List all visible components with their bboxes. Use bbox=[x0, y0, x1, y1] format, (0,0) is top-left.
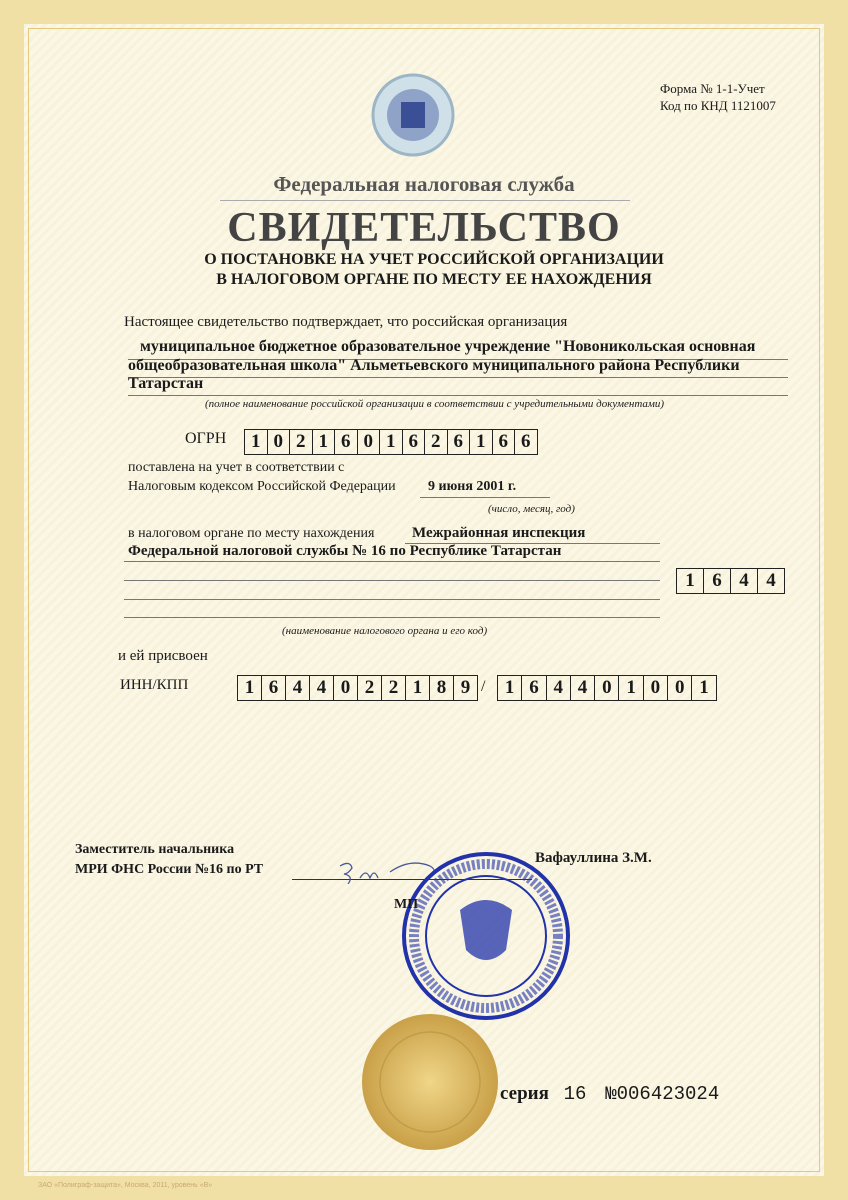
separator: / bbox=[481, 678, 486, 695]
digit-box: 2 bbox=[290, 430, 313, 454]
signer-title-line: Заместитель начальника bbox=[75, 842, 235, 857]
digit-box: 0 bbox=[668, 676, 692, 700]
tax-office-label: в налоговом органе по месту нахождения bbox=[128, 526, 375, 541]
digit-box: 1 bbox=[245, 430, 268, 454]
digit-box: 1 bbox=[470, 430, 493, 454]
knd-code: Код по КНД 1121007 bbox=[660, 98, 776, 113]
digit-box: 0 bbox=[268, 430, 291, 454]
digit-box: 2 bbox=[358, 676, 382, 700]
official-stamp-icon bbox=[400, 850, 572, 1022]
digit-box: 1 bbox=[498, 676, 522, 700]
inn-kpp-label: ИНН/КПП bbox=[120, 677, 189, 693]
registered-text: поставлена на учет в соответствии с bbox=[128, 460, 345, 475]
serial-number bbox=[500, 1083, 719, 1105]
tax-office-code-boxes bbox=[676, 568, 785, 594]
digit-box: 2 bbox=[382, 676, 406, 700]
document-title: СВИДЕТЕЛЬСТВО bbox=[227, 205, 621, 251]
underline bbox=[124, 561, 660, 562]
signer-title bbox=[75, 840, 263, 880]
form-number: Форма № 1-1-Учет bbox=[660, 81, 765, 96]
digit-box: 1 bbox=[677, 569, 704, 593]
underline bbox=[128, 377, 788, 378]
subtitle-line: О ПОСТАНОВКЕ НА УЧЕТ РОССИЙСКОЙ ОРГАНИЗАЦИИ bbox=[204, 251, 664, 268]
digit-box: 8 bbox=[430, 676, 454, 700]
digit-box: 4 bbox=[731, 569, 758, 593]
digit-box: 1 bbox=[406, 676, 430, 700]
assigned-text: и ей присвоен bbox=[118, 648, 208, 664]
digit-box: 0 bbox=[358, 430, 381, 454]
tax-office-note: (наименование налогового органа и его код) bbox=[282, 625, 488, 637]
divider bbox=[220, 200, 630, 201]
digit-box: 0 bbox=[644, 676, 668, 700]
stamp-place-label: МП bbox=[394, 897, 419, 912]
tax-office-name: Межрайонная инспекция bbox=[412, 525, 586, 541]
org-note: (полное наименование российской организации в соответствии с учредительными документами) bbox=[205, 398, 665, 410]
subtitle-line: В НАЛОГОВОМ ОРГАНЕ ПО МЕСТУ ЕЕ НАХОЖДЕНИЯ bbox=[216, 271, 652, 288]
serial-label: серия bbox=[500, 1083, 549, 1104]
digit-box: 0 bbox=[334, 676, 358, 700]
org-name-line: муниципальное бюджетное образовательное учреждение "Новоникольская основная bbox=[140, 338, 756, 355]
underline bbox=[420, 497, 550, 498]
digit-box: 4 bbox=[766, 570, 776, 591]
underline bbox=[124, 599, 660, 600]
digit-box: 0 bbox=[595, 676, 619, 700]
digit-box: 4 bbox=[571, 676, 595, 700]
underline bbox=[128, 395, 788, 396]
digit-box: 1 bbox=[699, 677, 709, 698]
hologram-emblem-icon bbox=[370, 72, 456, 158]
digit-box: 1 bbox=[380, 430, 403, 454]
digit-box: 4 bbox=[547, 676, 571, 700]
digit-box: 6 bbox=[521, 431, 531, 452]
digit-box: 6 bbox=[493, 430, 516, 454]
inn-boxes bbox=[237, 675, 478, 701]
serial-number-value: №006423024 bbox=[605, 1083, 720, 1105]
signer-title-line: МРИ ФНС России №16 по РТ bbox=[75, 862, 264, 877]
serial-series: 16 bbox=[563, 1083, 587, 1105]
underline bbox=[124, 617, 660, 618]
digit-box: 6 bbox=[448, 430, 471, 454]
intro-text: Настоящее свидетельство подтверждает, что российская организация bbox=[124, 314, 568, 330]
signer-name: Вафауллина З.М. bbox=[535, 850, 652, 866]
document-subtitle bbox=[0, 250, 848, 290]
tax-office-name: Федеральной налоговой службы № 16 по Республике Татарстан bbox=[128, 543, 562, 559]
kpp-boxes bbox=[497, 675, 717, 701]
ogrn-label: ОГРН bbox=[185, 430, 227, 447]
digit-box: 6 bbox=[335, 430, 358, 454]
registration-date: 9 июня 2001 г. bbox=[428, 479, 517, 494]
gold-seal-icon bbox=[360, 1012, 500, 1152]
digit-box: 2 bbox=[425, 430, 448, 454]
printer-footer: ЗАО «Полиграф-защита», Москва, 2011, уровень «В» bbox=[38, 1182, 213, 1189]
digit-box: 6 bbox=[262, 676, 286, 700]
digit-box: 1 bbox=[313, 430, 336, 454]
org-name-line: общеобразовательная школа" Альметьевского муниципального района Республики bbox=[128, 357, 740, 374]
digit-box: 4 bbox=[310, 676, 334, 700]
form-header bbox=[660, 80, 776, 114]
digit-box: 1 bbox=[238, 676, 262, 700]
digit-box: 9 bbox=[460, 677, 471, 698]
org-name-line: Татарстан bbox=[128, 375, 204, 392]
agency-name: Федеральная налоговая служба bbox=[273, 172, 575, 196]
registered-text: Налоговым кодексом Российской Федерации bbox=[128, 479, 396, 494]
digit-box: 1 bbox=[619, 676, 643, 700]
digit-box: 6 bbox=[704, 569, 731, 593]
digit-box: 6 bbox=[522, 676, 546, 700]
ogrn-boxes bbox=[244, 429, 538, 455]
date-note: (число, месяц, год) bbox=[488, 503, 575, 515]
underline bbox=[124, 580, 660, 581]
digit-box: 6 bbox=[403, 430, 426, 454]
digit-box: 4 bbox=[286, 676, 310, 700]
